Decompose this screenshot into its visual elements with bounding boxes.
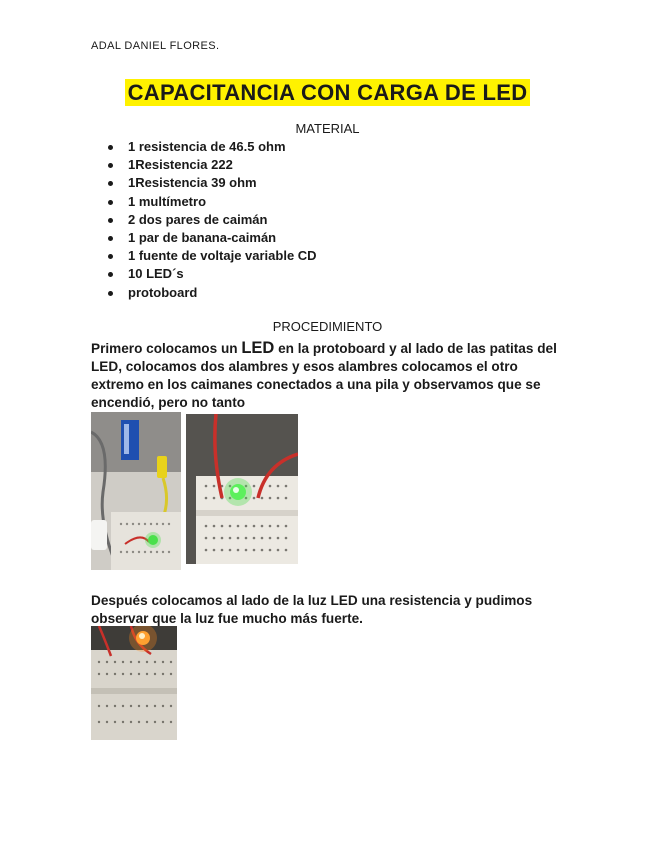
paragraph-1-rest: en la protoboard y al lado de las patitas del LED, colocamos dos alambres y esos alambres colocamos el otro extremo en los caimanes conectados a una pila y observamos que se encendió, pero no tanto [91, 341, 557, 410]
paragraph-1-led-emphasis: LED [241, 339, 275, 357]
photo-bright-led [91, 626, 177, 740]
procedure-heading: PROCEDIMIENTO [272, 319, 383, 334]
list-item: 2 dos pares de caimán [107, 211, 317, 229]
list-item: 1Resistencia 39 ohm [107, 174, 317, 192]
list-item: 1 multímetro [107, 193, 317, 211]
material-list [107, 138, 317, 302]
list-item: 1Resistencia 222 [107, 156, 317, 174]
material-heading: MATERIAL [295, 121, 360, 136]
author-name: ADAL DANIEL FLORES. [91, 40, 220, 52]
title-highlight: CAPACITANCIA CON CARGA DE LED [125, 79, 531, 106]
list-item: 10 LED´s [107, 265, 317, 283]
list-item: 1 fuente de voltaje variable CD [107, 247, 317, 265]
document-title [0, 80, 655, 106]
paragraph-1-start: Primero colocamos un [91, 341, 242, 356]
list-item: protoboard [107, 284, 317, 302]
procedure-paragraph-1 [91, 339, 561, 412]
photo-led-setup [91, 412, 181, 570]
photo-green-led [186, 414, 298, 564]
list-item: 1 resistencia de 46.5 ohm [107, 138, 317, 156]
list-item: 1 par de banana-caimán [107, 229, 317, 247]
procedure-paragraph-2: Después colocamos al lado de la luz LED una resistencia y pudimos observar que la luz fue mucho más fuerte. [91, 593, 533, 626]
